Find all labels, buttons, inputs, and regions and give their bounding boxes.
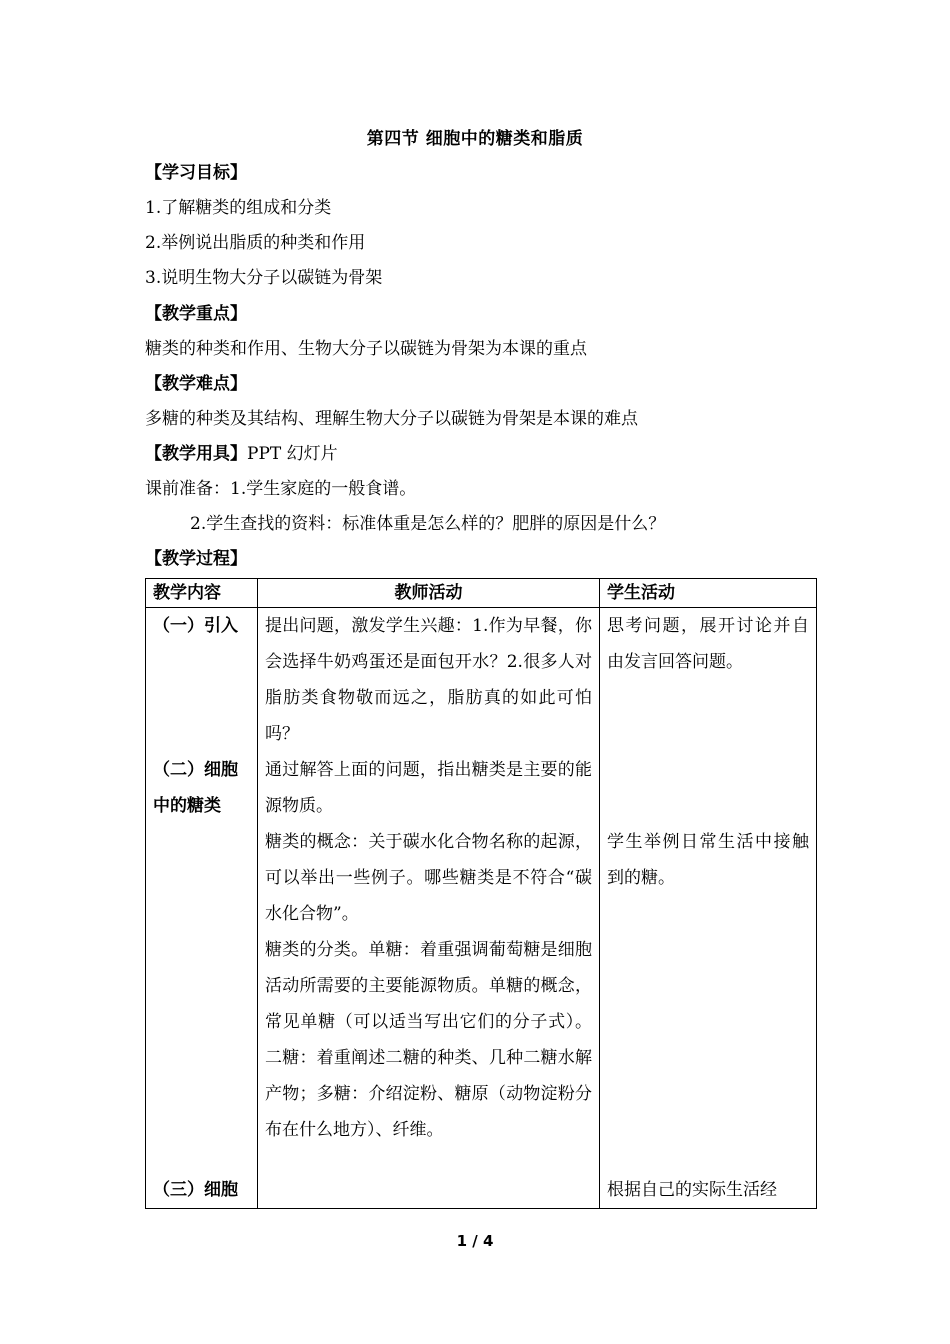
header-content: 教学内容 <box>146 579 258 608</box>
page-number: 1 / 4 <box>456 1232 494 1250</box>
section-intro: （一）引入 <box>153 616 238 636</box>
section-lipid-1: （三）细胞 <box>153 1180 238 1200</box>
section-sugar-1: （二）细胞 <box>153 760 238 780</box>
teacher-paragraph: 通过解答上面的问题，指出糖类是主要的能源物质。 <box>265 760 592 816</box>
student-cell <box>600 608 817 1209</box>
page-title: 第四节 细胞中的糖类和脂质 <box>366 129 584 149</box>
section-sugar-2: 中的糖类 <box>153 796 221 816</box>
content-cell <box>146 608 258 1209</box>
table-row <box>146 608 817 1209</box>
objective-item: 1.了解糖类的组成和分类 <box>145 198 332 218</box>
student-activity: 学生举例日常生活中接触到的糖。 <box>607 832 809 888</box>
teacher-paragraph: 提出问题，激发学生兴趣：1.作为早餐，你会选择牛奶鸡蛋还是面包开水？2.很多人对脂肪类食物敬而远之，脂肪真的如此可怕吗？ <box>265 616 592 744</box>
process-heading: 【教学过程】 <box>145 549 247 569</box>
objective-item: 2.举例说出脂质的种类和作用 <box>145 233 366 253</box>
tools-heading: 【教学用具】 <box>145 444 247 464</box>
preparation-line-1: 课前准备：1.学生家庭的一般食谱。 <box>145 479 417 499</box>
student-activity: 根据自己的实际生活经 <box>607 1180 777 1200</box>
student-activity: 思考问题，展开讨论并自由发言回答问题。 <box>607 616 809 672</box>
header-teacher: 教师活动 <box>258 579 600 608</box>
objective-item: 3.说明生物大分子以碳链为骨架 <box>145 268 383 288</box>
difficulties-heading: 【教学难点】 <box>145 374 247 394</box>
preparation-line-2: 2.学生查找的资料：标准体重是怎么样的？肥胖的原因是什么？ <box>190 514 666 534</box>
tools-line <box>145 443 338 465</box>
teacher-cell <box>258 608 600 1209</box>
tools-text: PPT 幻灯片 <box>247 444 338 464</box>
header-student: 学生活动 <box>600 579 817 608</box>
table-header-row <box>146 579 817 608</box>
objectives-heading: 【学习目标】 <box>145 163 247 183</box>
key-points-heading: 【教学重点】 <box>145 304 247 324</box>
lesson-table <box>145 578 817 1209</box>
key-points-text: 糖类的种类和作用、生物大分子以碳链为骨架为本课的重点 <box>145 339 587 359</box>
difficulties-text: 多糖的种类及其结构、理解生物大分子以碳链为骨架是本课的难点 <box>145 409 638 429</box>
teacher-paragraph: 糖类的概念：关于碳水化合物名称的起源，可以举出一些例子。哪些糖类是不符合“碳水化合物”。 <box>265 832 592 924</box>
teacher-paragraph: 糖类的分类。单糖：着重强调葡萄糖是细胞活动所需要的主要能源物质。单糖的概念，常见单糖（可以适当写出它们的分子式）。二糖：着重阐述二糖的种类、几种二糖水解产物；多糖：介绍淀粉、糖原（动物淀粉分布在什么地方）、纤维。 <box>265 940 592 1140</box>
